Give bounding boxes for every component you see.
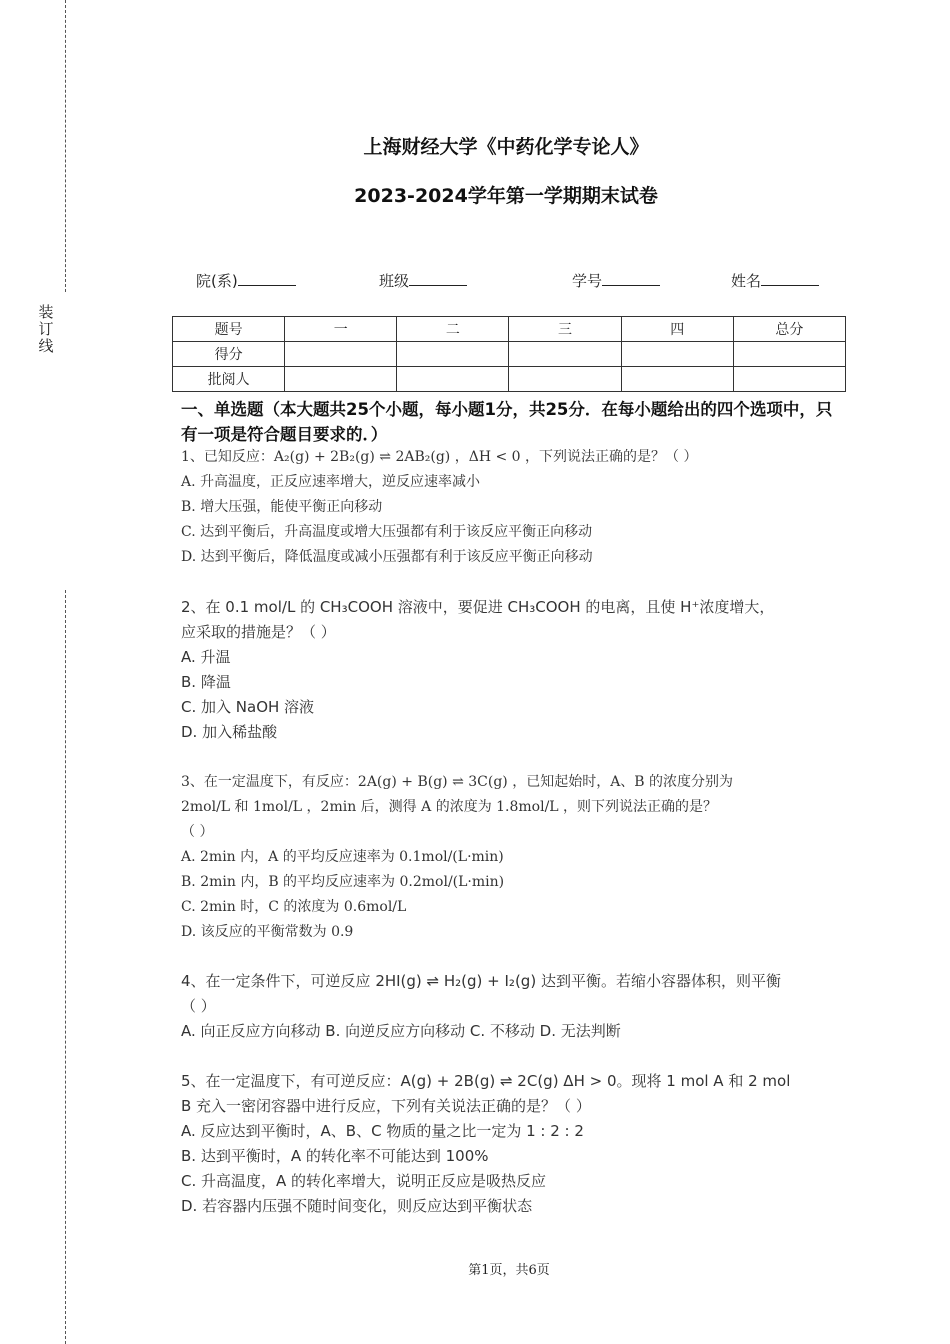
score-header-cell: 一	[285, 317, 397, 342]
field-class-blank[interactable]	[409, 271, 467, 286]
question-2-stem: 2、在 0.1 mol/L 的 CH₃COOH 溶液中，要促进 CH₃COOH 的电离，且使 H⁺浓度增大，	[181, 598, 775, 616]
question-5-option-a: A. 反应达到平衡时，A、B、C 物质的量之比一定为 1 : 2 : 2	[181, 1122, 584, 1140]
question-1-option-b: B. 增大压强，能使平衡正向移动	[181, 499, 383, 515]
question-5-stem-cont: B 充入一密闭容器中进行反应，下列有关说法正确的是？（ ）	[181, 1097, 591, 1115]
question-4-stem: 4、在一定条件下，可逆反应 2HI(g) ⇌ H₂(g) + I₂(g) 达到平衡。若缩小容器体积，则平衡	[181, 972, 781, 990]
field-name: 姓名	[731, 270, 819, 291]
score-header-cell: 二	[397, 317, 509, 342]
question-3-stem-cont2: （ ）	[181, 824, 214, 840]
question-2-option-d: D. 加入稀盐酸	[181, 723, 278, 741]
question-3-stem-cont: 2mol/L 和 1mol/L ，2min 后，测得 A 的浓度为 1.8mol/L ，则下列说法正确的是？	[181, 799, 718, 815]
page-footer: 第1页，共6页	[468, 1263, 550, 1278]
score-cell[interactable]	[285, 342, 397, 367]
score-cell[interactable]	[509, 367, 621, 392]
question-3-stem: 3、在一定温度下，有反应：2A(g) + B(g) ⇌ 3C(g) ，已知起始时，A、B 的浓度分别为	[181, 774, 734, 790]
score-cell[interactable]	[509, 342, 621, 367]
question-1-option-d: D. 达到平衡后，降低温度或减小压强都有利于该反应平衡正向移动	[181, 549, 593, 565]
binding-line-label: 装订线	[38, 303, 54, 355]
field-name-blank[interactable]	[761, 271, 819, 286]
score-cell[interactable]	[733, 342, 845, 367]
question-1-option-a: A. 升高温度，正反应速率增大，逆反应速率减小	[181, 474, 481, 490]
question-5-option-b: B. 达到平衡时，A 的转化率不可能达到 100%	[181, 1147, 489, 1165]
binding-line-bottom	[65, 590, 66, 1344]
score-table-row	[173, 342, 846, 367]
question-5-stem: 5、在一定温度下，有可逆反应：A(g) + 2B(g) ⇌ 2C(g) ΔH > 0。现将 1 mol A 和 2 mol	[181, 1072, 791, 1090]
score-cell[interactable]	[621, 367, 733, 392]
field-student-id: 学号	[572, 270, 660, 291]
score-cell[interactable]	[397, 342, 509, 367]
question-1-option-c: C. 达到平衡后，升高温度或增大压强都有利于该反应平衡正向移动	[181, 524, 593, 540]
question-1-stem: 1、已知反应：A₂(g) + 2B₂(g) ⇌ 2AB₂(g) ，ΔH < 0 ，下列说法正确的是？（ ）	[181, 449, 698, 465]
question-3-option-d: D. 该反应的平衡常数为 0.9	[181, 924, 354, 940]
score-row-label: 得分	[173, 342, 285, 367]
question-2-option-a: A. 升温	[181, 648, 231, 666]
question-2-option-b: B. 降温	[181, 673, 231, 691]
score-header-cell: 题号	[173, 317, 285, 342]
field-student-id-blank[interactable]	[602, 271, 660, 286]
score-cell[interactable]	[621, 342, 733, 367]
score-cell[interactable]	[397, 367, 509, 392]
question-4-options: A. 向正反应方向移动 B. 向逆反应方向移动 C. 不移动 D. 无法判断	[181, 1022, 621, 1040]
exam-title-term: 2023-2024学年第一学期期末试卷	[354, 185, 658, 207]
question-3-option-c: C. 2min 时，C 的浓度为 0.6mol/L	[181, 899, 407, 915]
score-cell[interactable]	[733, 367, 845, 392]
score-row-label: 批阅人	[173, 367, 285, 392]
question-3-option-b: B. 2min 内，B 的平均反应速率为 0.2mol/(L·min)	[181, 874, 505, 890]
question-5-option-c: C. 升高温度，A 的转化率增大，说明正反应是吸热反应	[181, 1172, 547, 1190]
score-cell[interactable]	[285, 367, 397, 392]
exam-title-school: 上海财经大学《中药化学专论人》	[363, 136, 649, 158]
score-table-row	[173, 367, 846, 392]
field-class: 班级	[379, 270, 467, 291]
question-5-option-d: D. 若容器内压强不随时间变化，则反应达到平衡状态	[181, 1197, 533, 1215]
score-header-cell: 四	[621, 317, 733, 342]
field-department: 院(系)	[196, 270, 296, 291]
question-4-stem-cont: （ ）	[181, 997, 216, 1015]
field-department-blank[interactable]	[238, 271, 296, 286]
score-table-header-row	[173, 317, 846, 342]
section-heading: 一、单选题（本大题共25个小题，每小题1分，共25分．在每小题给出的四个选项中，只有一项是符合题目要求的．）	[181, 400, 833, 444]
score-table	[172, 316, 846, 392]
score-header-cell: 总分	[733, 317, 845, 342]
question-2-option-c: C. 加入 NaOH 溶液	[181, 698, 315, 716]
score-header-cell: 三	[509, 317, 621, 342]
question-3-option-a: A. 2min 内，A 的平均反应速率为 0.1mol/(L·min)	[181, 849, 504, 865]
question-2-stem-cont: 应采取的措施是？（ ）	[181, 623, 336, 641]
